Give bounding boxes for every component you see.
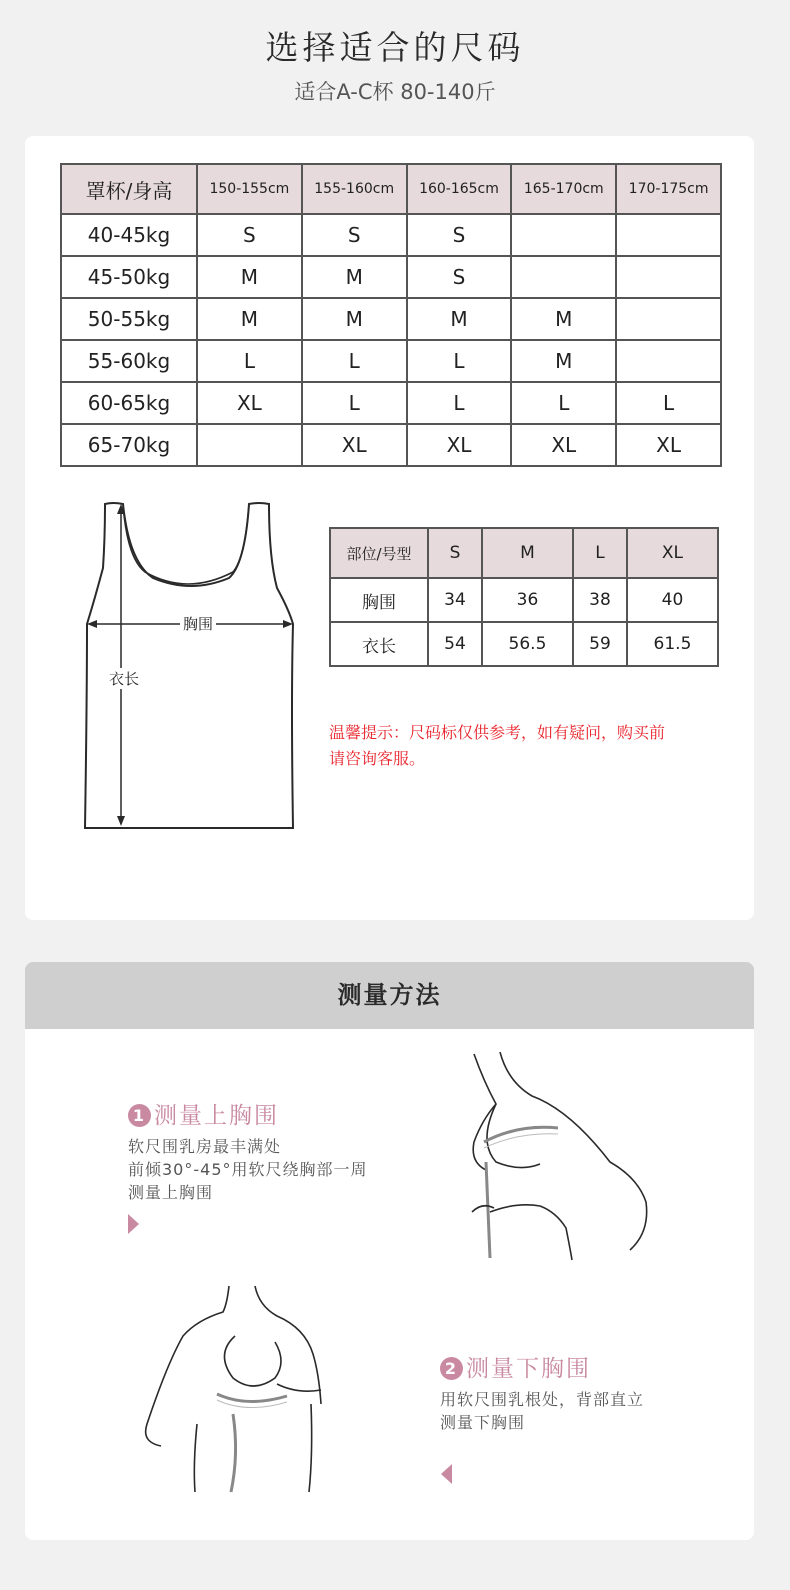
table-row bbox=[330, 622, 718, 666]
measure-cell: 38 bbox=[573, 578, 627, 622]
step1-title-text: 测量上胸围 bbox=[154, 1103, 279, 1129]
tip-line: 请咨询客服。 bbox=[329, 749, 426, 768]
step2-line: 测量下胸围 bbox=[440, 1413, 526, 1432]
height-column-header: 155-160cm bbox=[302, 164, 407, 214]
step1-number: 1 bbox=[128, 1104, 151, 1127]
size-cell: L bbox=[302, 382, 407, 424]
size-table-header bbox=[61, 164, 721, 214]
step1-title bbox=[128, 1097, 279, 1130]
size-column-header: M bbox=[482, 528, 573, 578]
table-row bbox=[61, 256, 721, 298]
measure-row-label: 衣长 bbox=[330, 622, 428, 666]
upper-bust-illustration bbox=[460, 1052, 660, 1262]
size-cell bbox=[511, 214, 616, 256]
method-header: 测量方法 bbox=[25, 962, 754, 1029]
size-cell: S bbox=[197, 214, 302, 256]
measure-method-card bbox=[25, 962, 754, 1540]
step1-description bbox=[128, 1135, 368, 1204]
size-cell bbox=[616, 256, 721, 298]
measure-cell: 56.5 bbox=[482, 622, 573, 666]
size-cell bbox=[616, 298, 721, 340]
measure-cell: 61.5 bbox=[627, 622, 718, 666]
size-tip bbox=[329, 720, 729, 772]
measure-cell: 59 bbox=[573, 622, 627, 666]
size-column-header: XL bbox=[627, 528, 718, 578]
step2-line: 用软尺围乳根处，背部直立 bbox=[440, 1390, 645, 1409]
size-cell: L bbox=[407, 340, 512, 382]
size-cell bbox=[511, 256, 616, 298]
weight-row-label: 45-50kg bbox=[61, 256, 197, 298]
size-cell: S bbox=[302, 214, 407, 256]
size-cell: L bbox=[511, 382, 616, 424]
page-subtitle: 适合A-C杯 80-140斤 bbox=[294, 80, 496, 104]
height-column-header: 160-165cm bbox=[407, 164, 512, 214]
size-cell: M bbox=[197, 256, 302, 298]
measure-cell: 36 bbox=[482, 578, 573, 622]
size-cell: S bbox=[407, 256, 512, 298]
size-cell: M bbox=[302, 298, 407, 340]
measurement-table-corner: 部位/号型 bbox=[330, 528, 428, 578]
arrow-right-icon bbox=[128, 1214, 139, 1234]
size-column-header: L bbox=[573, 528, 627, 578]
size-cell: L bbox=[302, 340, 407, 382]
step1-line: 测量上胸围 bbox=[128, 1183, 214, 1202]
size-cell: XL bbox=[616, 424, 721, 466]
size-cell bbox=[616, 340, 721, 382]
size-cell bbox=[197, 424, 302, 466]
size-table bbox=[60, 163, 722, 467]
step1-line: 前倾30°-45°用软尺绕胸部一周 bbox=[128, 1160, 368, 1179]
size-cell: M bbox=[197, 298, 302, 340]
tip-line: 温馨提示：尺码标仅供参考，如有疑问，购买前 bbox=[329, 723, 666, 742]
chest-label: 胸围 bbox=[180, 613, 216, 634]
table-row bbox=[330, 578, 718, 622]
measure-cell: 34 bbox=[428, 578, 482, 622]
step2-title bbox=[440, 1350, 591, 1383]
size-column-header: S bbox=[428, 528, 482, 578]
step2-description bbox=[440, 1388, 644, 1434]
size-cell: M bbox=[302, 256, 407, 298]
table-row bbox=[61, 298, 721, 340]
measure-cell: 54 bbox=[428, 622, 482, 666]
page-title: 选择适合的尺码 bbox=[265, 28, 525, 67]
size-cell: L bbox=[407, 382, 512, 424]
size-chart-card bbox=[25, 136, 754, 920]
arrow-left-icon bbox=[441, 1464, 452, 1484]
weight-row-label: 40-45kg bbox=[61, 214, 197, 256]
size-table-corner: 罩杯/身高 bbox=[61, 164, 197, 214]
size-cell: M bbox=[511, 340, 616, 382]
length-label: 衣长 bbox=[109, 670, 140, 688]
table-row bbox=[61, 382, 721, 424]
table-row bbox=[61, 424, 721, 466]
size-cell: XL bbox=[407, 424, 512, 466]
measure-cell: 40 bbox=[627, 578, 718, 622]
size-cell: L bbox=[197, 340, 302, 382]
step1-line: 软尺围乳房最丰满处 bbox=[128, 1137, 282, 1156]
size-cell: XL bbox=[511, 424, 616, 466]
size-cell: L bbox=[616, 382, 721, 424]
height-column-header: 150-155cm bbox=[197, 164, 302, 214]
measurement-table bbox=[329, 527, 719, 667]
table-row bbox=[61, 214, 721, 256]
size-cell: XL bbox=[302, 424, 407, 466]
weight-row-label: 60-65kg bbox=[61, 382, 197, 424]
weight-row-label: 55-60kg bbox=[61, 340, 197, 382]
weight-row-label: 50-55kg bbox=[61, 298, 197, 340]
measurement-table-header bbox=[330, 528, 718, 578]
size-cell: S bbox=[407, 214, 512, 256]
size-cell: M bbox=[407, 298, 512, 340]
under-bust-illustration bbox=[137, 1284, 337, 1496]
table-row bbox=[61, 340, 721, 382]
weight-row-label: 65-70kg bbox=[61, 424, 197, 466]
size-cell: M bbox=[511, 298, 616, 340]
height-column-header: 165-170cm bbox=[511, 164, 616, 214]
step2-title-text: 测量下胸围 bbox=[466, 1356, 591, 1382]
measure-row-label: 胸围 bbox=[330, 578, 428, 622]
size-cell bbox=[616, 214, 721, 256]
step2-number: 2 bbox=[440, 1357, 463, 1380]
height-column-header: 170-175cm bbox=[616, 164, 721, 214]
size-cell: XL bbox=[197, 382, 302, 424]
